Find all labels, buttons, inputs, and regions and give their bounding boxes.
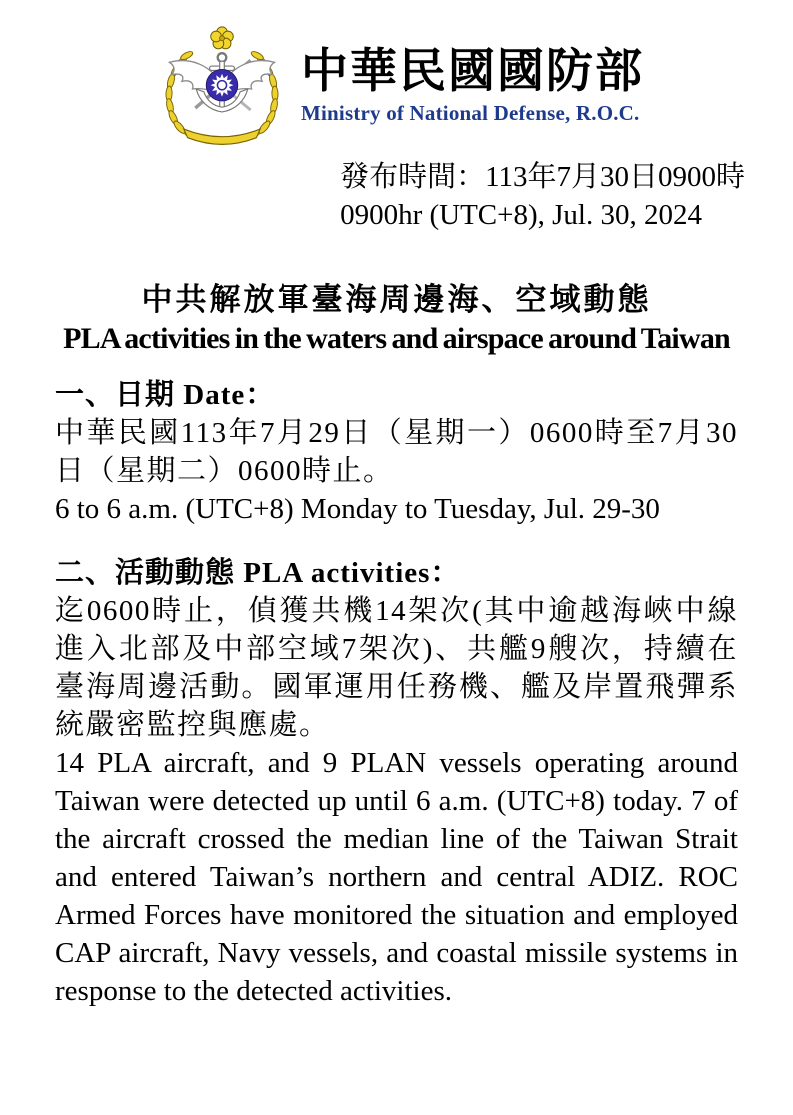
section-activities-heading: 二、活動動態 PLA activities： [55,557,461,589]
activities-paragraph-zh: 迄0600時止，偵獲共機14架次(其中逾越海峽中線進入北部及中部空域7架次)、共艦9艘次，持續在臺海周邊活動。國軍運用任務機、艦及岸置飛彈系統嚴密監控與應處。 [55,595,738,741]
plum-blossom-icon [211,27,234,49]
header [0,0,793,152]
document-title-en: PLA activities in the waters and airspace around Taiwan [63,322,730,355]
activities-paragraph-en: 14 PLA aircraft, and 9 PLAN vessels operating around Taiwan were detected up until 6 a.m. (UTC+8) today. 7 of the aircraft crossed the median line of the Taiwan Strait and entered Taiwan’s northern and central ADIZ. ROC Armed Forces have monitored the situation and employed CAP aircraft, Navy vessels, and coastal missile systems in response to the detected activities. [55,747,738,1007]
section-date [55,376,738,528]
org-name-zh: 中華民國國防部 [301,46,644,98]
ribbon-icon [184,129,260,144]
section-date-heading: 一、日期 Date： [55,379,276,411]
release-time-zh: 發布時間：113年7月30日0900時 [340,161,745,193]
brand-text [301,26,644,126]
mnd-emblem-icon [149,26,295,152]
mnd-emblem-svg [149,26,295,152]
org-name-en: Ministry of National Defense, R.O.C. [301,101,640,126]
sun-disc-icon [206,69,238,100]
release-time-en: 0900hr (UTC+8), Jul. 30, 2024 [340,199,702,231]
content [0,280,793,1010]
section-activities [55,554,738,1010]
document-title-zh: 中共解放軍臺海周邊海、空域動態 [141,282,652,317]
date-paragraph-zh: 中華民國113年7月29日（星期一）0600時至7月30日（星期二）0600時止。 [55,417,738,487]
document-title [55,280,738,358]
release-time-block [0,158,793,234]
date-paragraph-en: 6 to 6 a.m. (UTC+8) Monday to Tuesday, Jul. 29-30 [55,493,660,525]
